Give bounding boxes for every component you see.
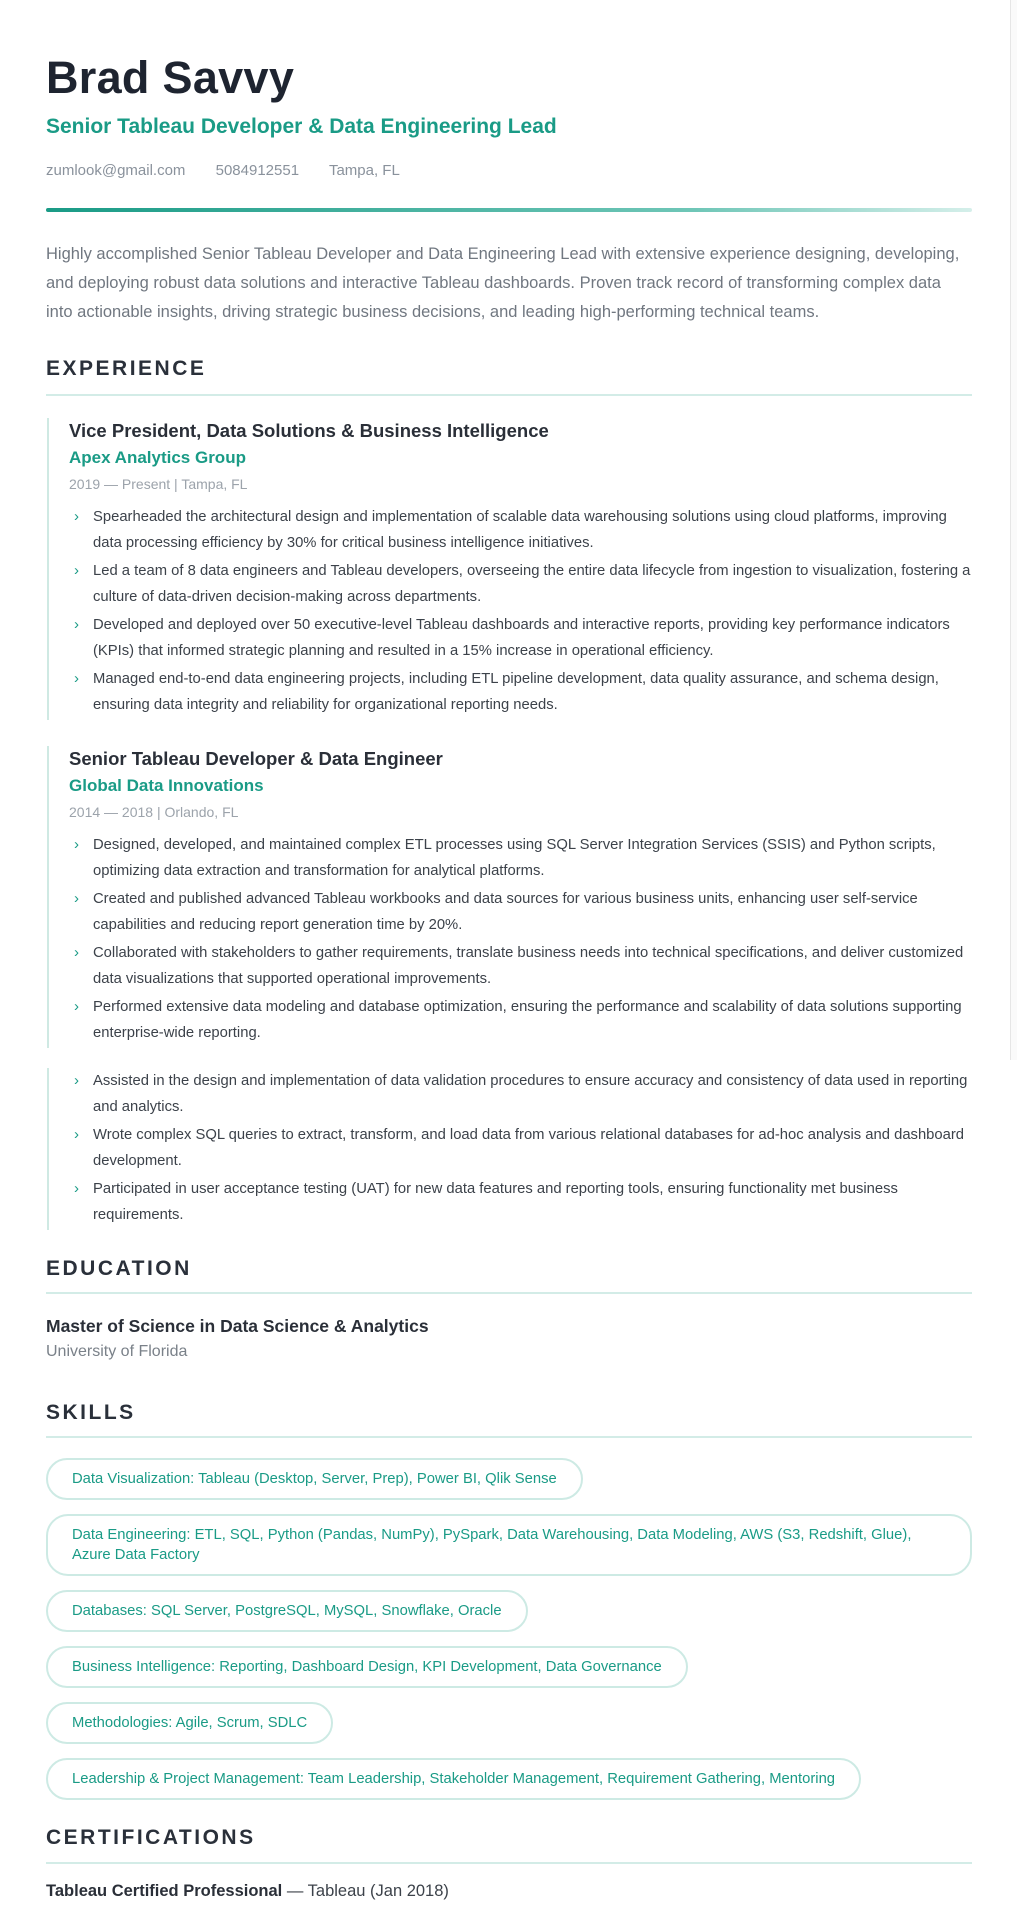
skills-list xyxy=(46,1458,972,1814)
job-entry xyxy=(47,418,972,720)
chevron-right-icon: › xyxy=(74,944,79,961)
section-title-experience: EXPERIENCE xyxy=(46,357,207,380)
chevron-right-icon: › xyxy=(74,836,79,853)
bullet-item: › Spearheaded the architectural design and implementation of scalable data warehousing solutions using cloud platforms, improving data processing efficiency by 30% for critical business intelligence initiatives. xyxy=(69,504,972,556)
chevron-right-icon: › xyxy=(74,616,79,633)
job-bullets xyxy=(69,504,972,718)
chevron-right-icon: › xyxy=(74,562,79,579)
chevron-right-icon: › xyxy=(74,1072,79,1089)
skill-chip: Business Intelligence: Reporting, Dashboard Design, KPI Development, Data Governance xyxy=(46,1646,688,1688)
section-rule-certifications xyxy=(46,1862,972,1864)
bullet-item: › Performed extensive data modeling and database optimization, ensuring the performance and scalability of data solutions supporting enterprise-wide reporting. xyxy=(69,994,972,1046)
header-accent-rule xyxy=(46,208,972,212)
section-title-education: EDUCATION xyxy=(46,1257,192,1280)
job-title: Vice President, Data Solutions & Business Intelligence xyxy=(69,420,549,441)
contact-row xyxy=(46,162,426,179)
bullet-item: › Designed, developed, and maintained complex ETL processes using SQL Server Integration Services (SSIS) and Python scripts, optimizing data extraction and transformation for analytical platforms. xyxy=(69,832,972,884)
skill-chip: Data Engineering: ETL, SQL, Python (Pandas, NumPy), PySpark, Data Warehousing, Data Modeling, AWS (S3, Redshift, Glue), Azure Data Factory xyxy=(46,1514,972,1576)
section-rule-skills xyxy=(46,1436,972,1438)
chevron-right-icon: › xyxy=(74,1126,79,1143)
skill-chip: Leadership & Project Management: Team Leadership, Stakeholder Management, Requirement Gathering, Mentoring xyxy=(46,1758,861,1800)
page-edge-divider xyxy=(1010,0,1017,1060)
contact-email: zumlook@gmail.com xyxy=(46,162,186,179)
bullet-item: › Created and published advanced Tableau workbooks and data sources for various business units, enhancing user self-service capabilities and reducing report generation time by 20%. xyxy=(69,886,972,938)
education-degree: Master of Science in Data Science & Analytics xyxy=(46,1316,429,1336)
job-meta: 2019 — Present | Tampa, FL xyxy=(69,476,248,492)
certification-item xyxy=(46,1882,449,1901)
chevron-right-icon: › xyxy=(74,670,79,687)
bullet-item: › Participated in user acceptance testing (UAT) for new data features and reporting tools, ensuring functionality met business requirements. xyxy=(69,1176,972,1228)
skill-chip: Data Visualization: Tableau (Desktop, Server, Prep), Power BI, Qlik Sense xyxy=(46,1458,583,1500)
job-company: Apex Analytics Group xyxy=(69,448,246,467)
certification-detail: — Tableau (Jan 2018) xyxy=(282,1882,449,1900)
bullet-item: › Led a team of 8 data engineers and Tableau developers, overseeing the entire data lifecycle from ingestion to visualization, fostering a culture of data-driven decision-making across departments. xyxy=(69,558,972,610)
job-title: Senior Tableau Developer & Data Engineer xyxy=(69,748,443,769)
candidate-headline: Senior Tableau Developer & Data Engineering Lead xyxy=(46,115,557,138)
candidate-name: Brad Savvy xyxy=(46,52,295,103)
bullet-item: › Collaborated with stakeholders to gather requirements, translate business needs into technical specifications, and deliver customized data visualizations that supported operational improvements. xyxy=(69,940,972,992)
bullet-item: › Managed end-to-end data engineering projects, including ETL pipeline development, data quality assurance, and schema design, ensuring data integrity and reliability for organizational reporting needs. xyxy=(69,666,972,718)
skill-chip: Methodologies: Agile, Scrum, SDLC xyxy=(46,1702,333,1744)
job-bullets-continued xyxy=(47,1068,972,1230)
job-company: Global Data Innovations xyxy=(69,776,264,795)
section-title-certifications: CERTIFICATIONS xyxy=(46,1826,256,1849)
job-bullets xyxy=(69,832,972,1046)
contact-phone: 5084912551 xyxy=(215,162,300,179)
chevron-right-icon: › xyxy=(74,998,79,1015)
bullet-item: › Assisted in the design and implementation of data validation procedures to ensure accuracy and consistency of data used in reporting and analytics. xyxy=(69,1068,972,1120)
job-meta: 2014 — 2018 | Orlando, FL xyxy=(69,804,239,820)
contact-location: Tampa, FL xyxy=(328,162,400,179)
chevron-right-icon: › xyxy=(74,1180,79,1197)
summary-paragraph: Highly accomplished Senior Tableau Developer and Data Engineering Lead with extensive experience designing, developing, and deploying robust data solutions and interactive Tableau dashboards. Proven track record of transforming complex data into actionable insights, driving strategic business decisions, and leading high-performing technical teams. xyxy=(46,245,960,321)
bullet-item: › Developed and deployed over 50 executive-level Tableau dashboards and interactive reports, providing key performance indicators (KPIs) that informed strategic planning and resulted in a 15% increase in operational efficiency. xyxy=(69,612,972,664)
bullet-item: › Wrote complex SQL queries to extract, transform, and load data from various relational databases for ad-hoc analysis and dashboard development. xyxy=(69,1122,972,1174)
education-school: University of Florida xyxy=(46,1343,188,1360)
certification-name: Tableau Certified Professional xyxy=(46,1882,283,1900)
section-title-skills: SKILLS xyxy=(46,1401,136,1424)
job-entry xyxy=(47,746,972,1048)
chevron-right-icon: › xyxy=(74,890,79,907)
section-rule-experience xyxy=(46,394,972,396)
section-rule-education xyxy=(46,1292,972,1294)
skill-chip: Databases: SQL Server, PostgreSQL, MySQL, Snowflake, Oracle xyxy=(46,1590,528,1632)
chevron-right-icon: › xyxy=(74,508,79,525)
